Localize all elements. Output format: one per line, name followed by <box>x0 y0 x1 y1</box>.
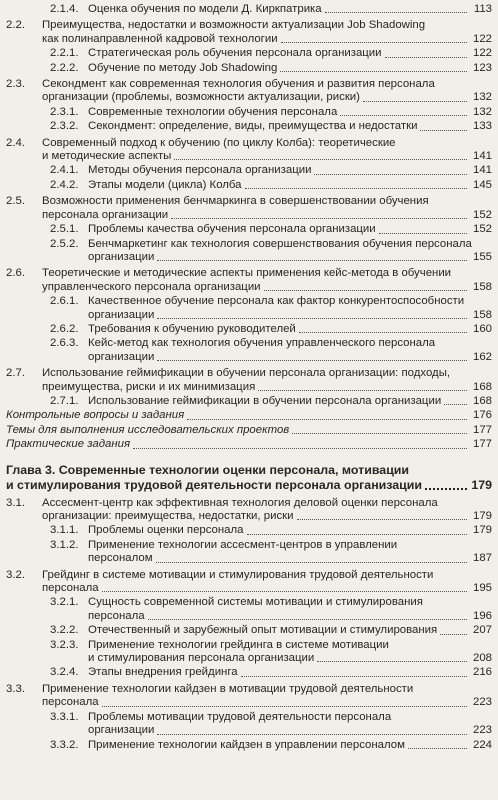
entry-title: и методические аспекты <box>42 150 172 163</box>
entry-title: организации (проблемы, возможности актуализации, риски) <box>42 91 360 104</box>
toc-entry[interactable] <box>6 569 492 596</box>
entry-title: Ассесмент-центр как эффективная технология деловой оценки персонала <box>42 496 438 509</box>
page-number: 141 <box>472 164 492 177</box>
section-number: 3.1.2. <box>50 538 79 551</box>
dot-leader <box>340 115 467 116</box>
page-number: 168 <box>472 380 492 393</box>
page-number: 132 <box>472 105 492 118</box>
toc-entry[interactable] <box>6 739 492 752</box>
toc-entry[interactable] <box>6 19 492 46</box>
entry-title: Грейдинг в системе мотивации и стимулирования трудовой деятельности <box>42 568 434 581</box>
page-number: 160 <box>472 322 492 335</box>
toc-entry[interactable] <box>6 497 492 524</box>
dot-leader <box>292 433 467 434</box>
entry-title: Преимущества, недостатки и возможности актуализации Job Shadowing <box>42 19 426 32</box>
page-number: 179 <box>472 510 492 522</box>
entry-title: Сущность современной системы мотивации и стимулирования <box>88 596 423 609</box>
section-number: 3.1.1. <box>50 524 79 537</box>
dot-leader <box>444 404 467 405</box>
page-number: 132 <box>472 91 492 104</box>
entry-title: Проблемы качества обучения персонала организации <box>88 223 376 236</box>
dot-leader <box>297 519 468 520</box>
page-number: 207 <box>472 624 492 637</box>
entry-title: Возможности применения бенчмаркинга в совершенствовании обучения <box>42 195 429 208</box>
entry-title: Этапы модели (цикла) Колба <box>88 178 242 191</box>
section-number: 2.2.1. <box>50 47 79 60</box>
page-number: 152 <box>472 223 492 236</box>
dot-leader <box>420 130 467 131</box>
dot-leader <box>241 676 467 677</box>
entry-title: Стратегическая роль обучения персонала организации <box>88 47 382 60</box>
entry-title: Методы обучения персонала организации <box>88 164 312 177</box>
section-number: 3.3.1. <box>50 710 79 723</box>
section-number: 2.3.2. <box>50 120 79 133</box>
entry-title: Применение технологии кайдзен в управлении персоналом <box>88 738 405 751</box>
entry-title: Глава 3. Современные технологии оценки персонала, мотивации <box>6 462 410 477</box>
entry-title: Требования к обучению руководителей <box>88 322 296 335</box>
page-number: 177 <box>472 423 492 436</box>
page-number: 155 <box>472 250 492 263</box>
page-number: 158 <box>472 280 492 293</box>
page-number: 176 <box>472 409 492 422</box>
dot-leader <box>102 591 467 592</box>
toc-entry[interactable] <box>6 424 492 437</box>
dot-leader <box>157 360 467 361</box>
toc-entry[interactable] <box>6 409 492 422</box>
section-number: 2.3. <box>6 78 25 91</box>
dot-leader <box>264 290 467 291</box>
entry-title: Секондмент как современная технология обучения и развития персонала <box>42 78 435 91</box>
toc-entry[interactable] <box>6 395 492 408</box>
page-number: 177 <box>472 438 492 451</box>
section-number: 2.2.2. <box>50 61 79 74</box>
dot-leader <box>314 174 467 175</box>
entry-title: преимущества, риски и их минимизация <box>42 380 256 393</box>
toc-entry[interactable] <box>6 367 492 394</box>
chapter-heading[interactable] <box>6 463 492 493</box>
entry-title: Современный подход к обучению (по циклу Колба): теоретические <box>42 136 396 149</box>
dot-leader <box>187 419 467 420</box>
section-number: 2.3.1. <box>50 105 79 118</box>
section-number: 3.1. <box>6 496 25 509</box>
dot-leader <box>133 448 467 449</box>
page-number: 223 <box>472 696 492 709</box>
section-number: 2.6. <box>6 267 25 280</box>
entry-title: персоналом <box>88 552 153 565</box>
section-number: 2.6.2. <box>50 322 79 335</box>
toc-entry[interactable] <box>6 711 492 738</box>
page-number: 162 <box>472 350 492 363</box>
section-number: 3.2.4. <box>50 666 79 679</box>
entry-title: Практические задания <box>6 438 131 451</box>
dot-leader <box>102 706 467 707</box>
entry-title: Современные технологии обучения персонала <box>88 105 338 118</box>
toc-entry[interactable] <box>6 639 492 666</box>
dot-leader <box>363 101 467 102</box>
page-number: 122 <box>472 32 492 45</box>
dot-leader <box>245 188 467 189</box>
entry-title: как полинаправленной кадровой технологии <box>42 32 278 45</box>
entry-title: и стимулирования персонала организации <box>88 652 315 665</box>
page-number: 122 <box>472 47 492 60</box>
entry-title: персонала <box>88 609 145 622</box>
toc-entry[interactable] <box>6 323 492 336</box>
section-number: 2.6.1. <box>50 295 79 308</box>
entry-title: Секондмент: определение, виды, преимущества и недостатки <box>88 120 418 133</box>
dot-leader <box>299 332 467 333</box>
section-number: 2.5.2. <box>50 237 79 250</box>
page-number: 123 <box>472 61 492 74</box>
entry-title: организации <box>88 308 155 321</box>
page-number: 208 <box>472 652 492 665</box>
dot-leader <box>247 534 467 535</box>
toc-entry[interactable] <box>6 106 492 119</box>
toc-entry[interactable] <box>6 683 492 710</box>
page-number: 216 <box>472 666 492 679</box>
toc-entry[interactable] <box>6 223 492 236</box>
page-number: 152 <box>472 208 492 221</box>
section-number: 3.3.2. <box>50 738 79 751</box>
page-number: 224 <box>472 738 492 751</box>
entry-title: персонала <box>42 582 99 595</box>
section-number: 2.1.4. <box>50 3 79 15</box>
toc-entry[interactable] <box>6 624 492 637</box>
dot-leader <box>425 488 467 490</box>
page-number: 168 <box>472 394 492 407</box>
entry-title: Бенчмаркетинг как технология совершенствования обучения персонала <box>88 237 472 250</box>
toc-entry[interactable] <box>6 539 492 566</box>
entry-title: Применение технологии кайдзен в мотивации трудовой деятельности <box>42 682 414 695</box>
entry-title: Применение технологии грейдинга в системе мотивации <box>88 638 389 651</box>
entry-title: Кейс-метод как технология обучения управленческого персонала <box>88 337 436 350</box>
dot-leader <box>281 42 467 43</box>
toc-entry[interactable] <box>6 596 492 623</box>
section-number: 2.7.1. <box>50 394 79 407</box>
dot-leader <box>317 661 467 662</box>
page-number: 196 <box>472 609 492 622</box>
entry-title: организации <box>88 350 155 363</box>
dot-leader <box>157 260 467 261</box>
dot-leader <box>385 57 467 58</box>
section-number: 2.5. <box>6 195 25 208</box>
page-number: 195 <box>472 582 492 595</box>
entry-title: Теоретические и методические аспекты применения кейс-метода в обучении <box>42 267 452 280</box>
entry-title: Отечественный и зарубежный опыт мотивации и стимулирования <box>88 624 438 637</box>
section-number: 3.3. <box>6 682 25 695</box>
section-number: 2.4. <box>6 136 25 149</box>
section-number: 2.7. <box>6 367 25 380</box>
toc-entry[interactable] <box>6 179 492 192</box>
entry-title: Использование геймификации в обучении персонала организации: подходы, <box>42 367 451 380</box>
entry-title: Обучение по методу Job Shadowing <box>88 61 278 74</box>
entry-title: организации <box>88 724 155 737</box>
dot-leader <box>258 390 467 391</box>
toc-entry[interactable] <box>6 666 492 679</box>
page-number: 145 <box>472 178 492 191</box>
toc-entry[interactable] <box>6 78 492 105</box>
dot-leader <box>379 233 467 234</box>
page-number: 179 <box>472 524 492 537</box>
section-number: 2.6.3. <box>50 337 79 350</box>
dot-leader <box>171 218 467 219</box>
section-number: 3.2.1. <box>50 596 79 609</box>
entry-title: персонала <box>42 696 99 709</box>
entry-title: Оценка обучения по модели Д. Киркпатрика <box>88 3 322 15</box>
entry-title: Качественное обучение персонала как фактор конкурентоспособности <box>88 295 465 308</box>
toc-entry[interactable] <box>6 164 492 177</box>
toc-entry[interactable] <box>6 195 492 222</box>
page-number: 141 <box>472 150 492 163</box>
section-number: 3.2.3. <box>50 638 79 651</box>
entry-title: Проблемы мотивации трудовой деятельности персонала <box>88 710 392 723</box>
toc-entry[interactable] <box>6 47 492 60</box>
dot-leader <box>157 734 467 735</box>
dot-leader <box>325 12 467 13</box>
entry-title: Контрольные вопросы и задания <box>6 409 185 422</box>
section-number: 3.2. <box>6 568 25 581</box>
entry-title: организации: преимущества, недостатки, риски <box>42 510 294 522</box>
entry-title: управленческого персонала организации <box>42 280 261 293</box>
entry-title: Использование геймификации в обучении персонала организации <box>88 394 442 407</box>
toc-entry[interactable] <box>6 62 492 75</box>
dot-leader <box>148 619 467 620</box>
page-number: 158 <box>472 308 492 321</box>
section-number: 2.4.1. <box>50 164 79 177</box>
section-number: 3.2.2. <box>50 624 79 637</box>
dot-leader <box>174 159 467 160</box>
dot-leader <box>156 562 467 563</box>
dot-leader <box>408 748 467 749</box>
entry-title: Темы для выполнения исследовательских проектов <box>6 423 290 436</box>
toc-entry[interactable] <box>6 337 492 364</box>
entry-title: Применение технологии ассесмент-центров в управлении <box>88 538 398 551</box>
entry-title: Проблемы оценки персонала <box>88 524 244 537</box>
page-number: 187 <box>472 552 492 565</box>
page-number: 179 <box>471 477 492 492</box>
toc-entry[interactable] <box>6 524 492 537</box>
section-number: 2.4.2. <box>50 178 79 191</box>
entry-title: персонала организации <box>42 208 169 221</box>
section-number: 2.2. <box>6 19 25 32</box>
page-number: 133 <box>472 120 492 133</box>
entry-title: организации <box>88 250 155 263</box>
toc-entry[interactable] <box>6 267 492 294</box>
dot-leader <box>157 318 467 319</box>
toc-entry[interactable] <box>6 3 492 16</box>
toc-entry[interactable] <box>6 438 492 451</box>
toc-entry[interactable] <box>6 295 492 322</box>
page-number: 113 <box>473 3 492 15</box>
toc-entry[interactable] <box>6 137 492 164</box>
page-number: 223 <box>472 724 492 737</box>
dot-leader <box>440 634 467 635</box>
toc-entry[interactable] <box>6 120 492 133</box>
dot-leader <box>280 71 467 72</box>
entry-title: и стимулирования трудовой деятельности персонала организации <box>6 477 423 492</box>
toc-entry[interactable] <box>6 238 492 265</box>
section-number: 2.5.1. <box>50 223 79 236</box>
entry-title: Этапы внедрения грейдинга <box>88 666 238 679</box>
